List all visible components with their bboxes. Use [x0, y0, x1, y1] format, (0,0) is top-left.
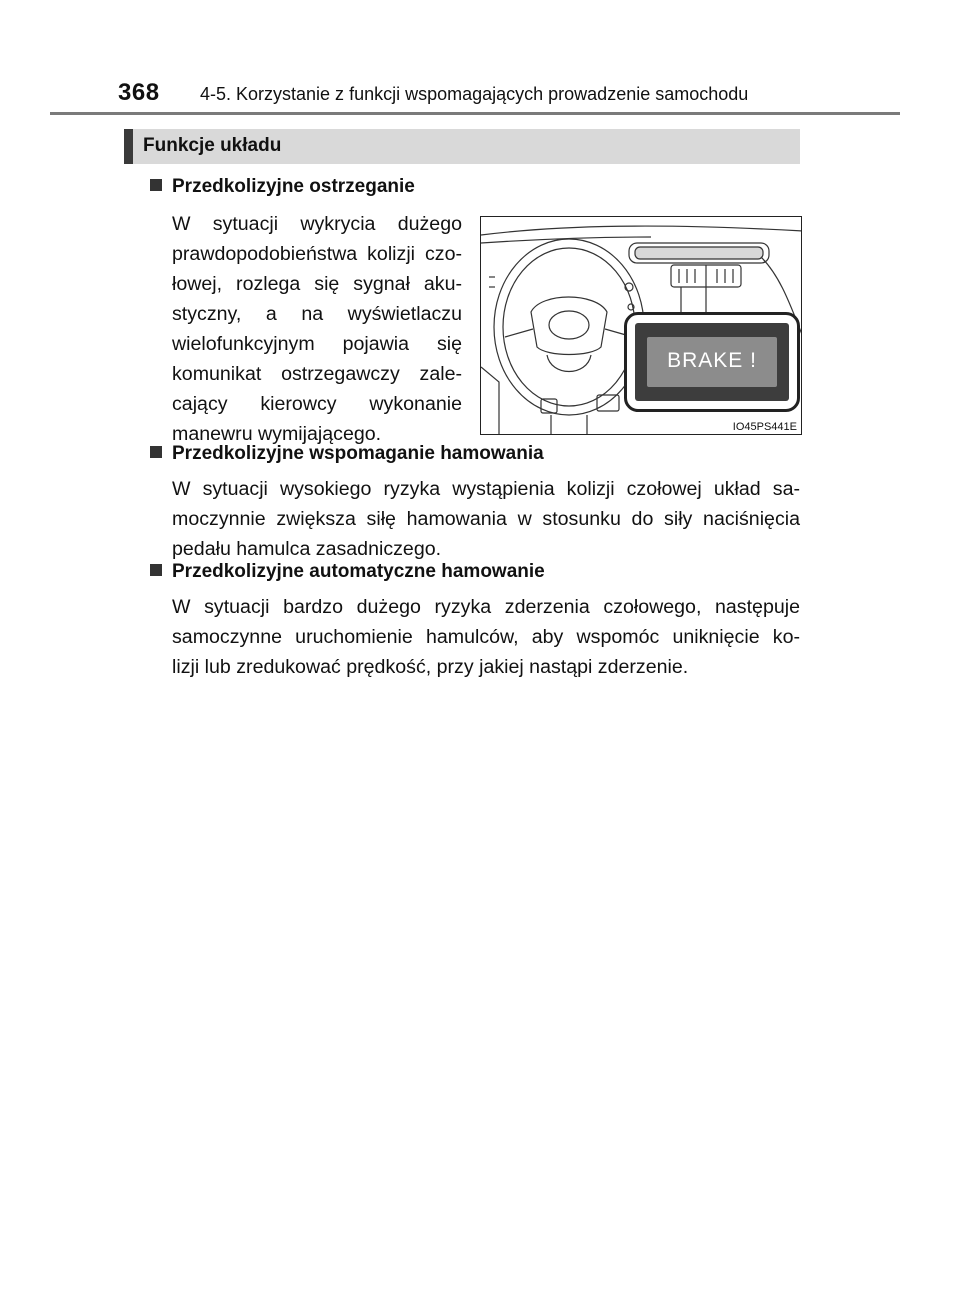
subheading-automatic-braking	[150, 561, 545, 589]
text-line: samoczynne uruchomienie hamulców, aby wspomóc uniknięcie ko-	[172, 626, 800, 648]
header-divider	[50, 112, 900, 115]
text-line: prawdopodobieństwa kolizji czo-	[172, 243, 462, 265]
text-line: moczynnie zwiększa siłę hamowania w stosunku do siły naciśnięcia	[172, 508, 800, 530]
page-header	[118, 76, 900, 112]
display-callout	[624, 312, 800, 412]
text-line: cający kierowcy wykonanie	[172, 393, 462, 415]
square-bullet-icon	[150, 564, 162, 576]
text-line: styczny, a na wyświetlaczu	[172, 303, 462, 325]
text-line: W sytuacji wysokiego ryzyka wystąpienia kolizji czołowej układ sa-	[172, 478, 800, 500]
text-line: łowej, rozlega się sygnał aku-	[172, 273, 462, 295]
page-number: 368	[118, 79, 160, 106]
multi-info-display	[635, 323, 789, 401]
subheading-pre-collision-warning	[150, 176, 415, 204]
text-line: W sytuacji wykrycia dużego	[172, 213, 462, 235]
figure-code: IO45PS441E	[732, 421, 797, 433]
text-line: lizji lub zredukować prędkość, przy jakiej nastąpi zderzenie.	[172, 656, 689, 678]
subheading-text: Przedkolizyjne automatyczne hamowanie	[172, 561, 545, 582]
brake-warning-message: BRAKE !	[647, 337, 777, 387]
subheading-brake-assist	[150, 443, 544, 471]
section-title: Funkcje układu	[143, 135, 282, 156]
paragraph-brake-assist	[172, 474, 800, 564]
text-line: wielofunkcyjnym pojawia się	[172, 333, 462, 355]
text-line: W sytuacji bardzo dużego ryzyka zderzenia czołowego, następuje	[172, 596, 800, 618]
chapter-title: 4-5. Korzystanie z funkcji wspomagających prowadzenie samochodu	[200, 84, 749, 104]
section-title-bar	[124, 129, 800, 164]
square-bullet-icon	[150, 179, 162, 191]
square-bullet-icon	[150, 446, 162, 458]
text-line: komunikat ostrzegawczy zale-	[172, 363, 462, 385]
text-line: pedału hamulca zasadniczego.	[172, 538, 442, 560]
paragraph-automatic-braking	[172, 592, 800, 682]
subheading-text: Przedkolizyjne ostrzeganie	[172, 176, 415, 197]
text-line: manewru wymijającego.	[172, 423, 382, 445]
paragraph-pre-collision-warning	[172, 209, 462, 449]
subheading-text: Przedkolizyjne wspomaganie hamowania	[172, 443, 544, 464]
